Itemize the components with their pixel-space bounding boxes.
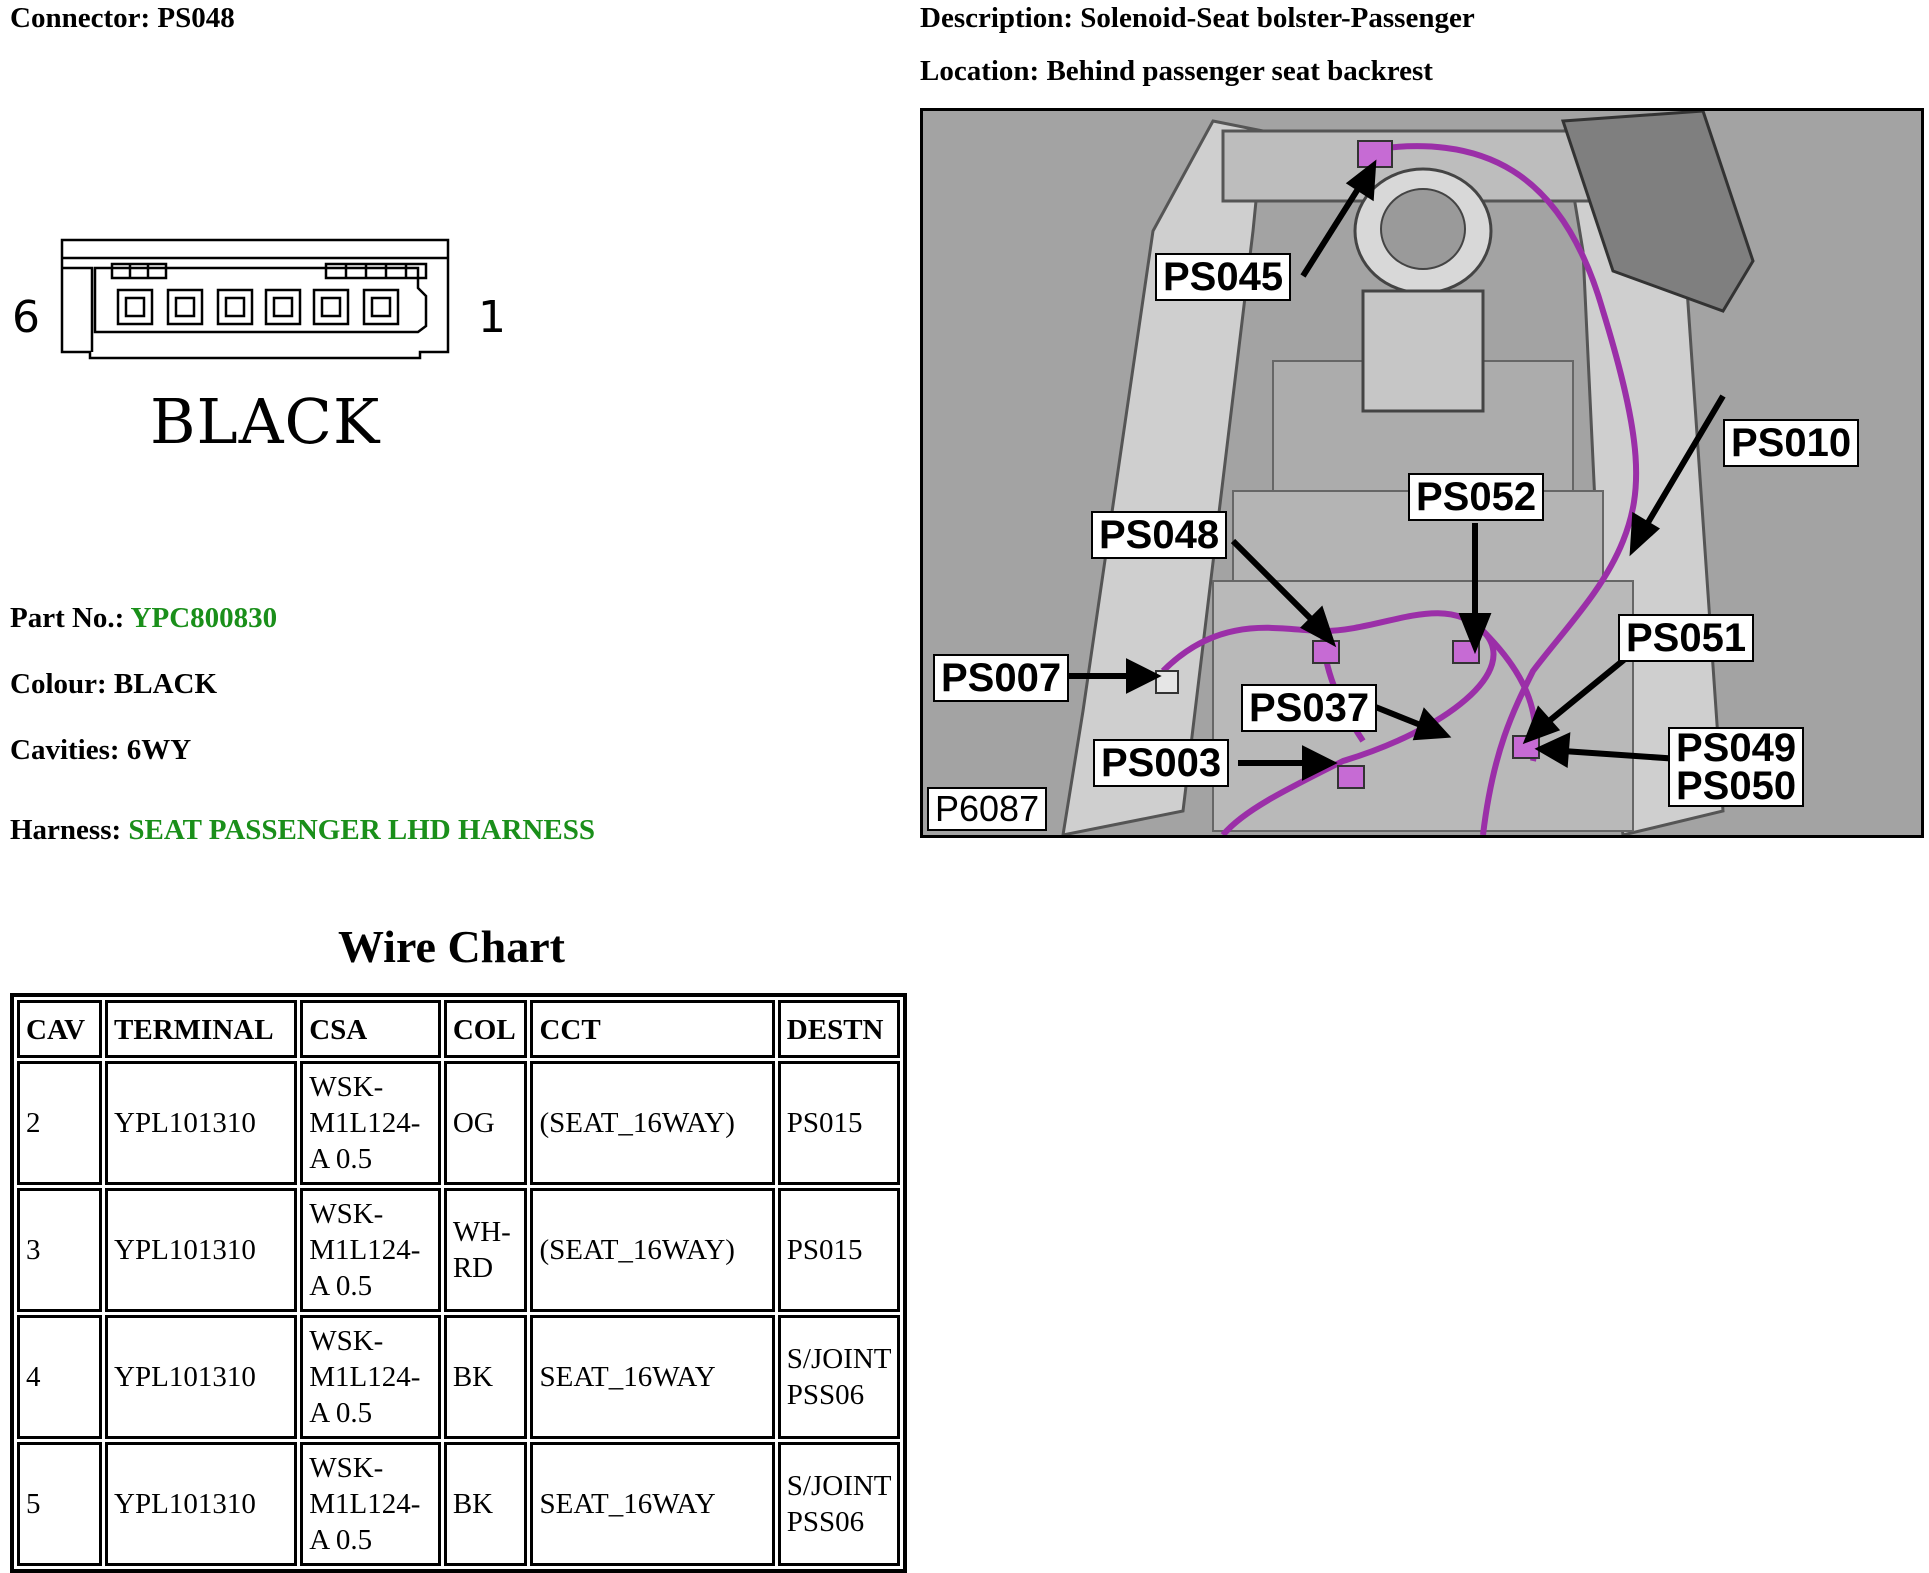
connector-location-photo [920,108,1924,838]
connector-colour-caption: BLACK [150,385,381,458]
cell-cct: (SEAT_16WAY) [530,1061,774,1185]
description-value: Solenoid-Seat bolster-Passenger [1080,2,1475,34]
colour-value: BLACK [113,668,218,700]
cell-cct: SEAT_16WAY [530,1315,774,1439]
location-value: Behind passenger seat backrest [1046,55,1433,87]
cavities-label: Cavities: [10,734,120,766]
connector-value: PS048 [157,2,235,34]
cell-csa: WSK-M1L124-A 0.5 [300,1442,441,1566]
table-row [17,1315,900,1439]
part-no-link[interactable]: YPC800830 [130,602,278,634]
pin-1-label: 1 [478,292,506,343]
colour-label: Colour: [10,668,107,700]
table-row [17,1188,900,1312]
column-header-csa: CSA [300,1000,441,1058]
callout-ps049-ps050 [1668,727,1804,807]
cell-cav: 5 [17,1442,102,1566]
harness-link[interactable]: SEAT PASSENGER LHD HARNESS [128,814,595,846]
cavities-row [10,734,191,767]
callout-ps049: PS049 [1676,726,1797,770]
cell-cct: SEAT_16WAY [530,1442,774,1566]
callout-ps003: PS003 [1093,739,1229,787]
table-row [17,1061,900,1185]
harness-label: Harness: [10,814,122,846]
location-label: Location: [920,55,1040,87]
column-header-col: COL [444,1000,528,1058]
wire-chart-title: Wire Chart [338,921,565,972]
column-header-cav: CAV [17,1000,102,1058]
cell-csa: WSK-M1L124-A 0.5 [300,1188,441,1312]
callout-ps007: PS007 [933,654,1069,702]
description-heading [920,2,1475,35]
location-heading [920,55,1433,88]
cell-terminal: YPL101310 [105,1061,297,1185]
part-no-row [10,602,277,635]
cell-destn: PS015 [778,1061,900,1185]
cell-destn: S/JOINT PSS06 [778,1315,900,1439]
harness-row [10,814,595,847]
cell-terminal: YPL101310 [105,1188,297,1312]
connector-face-drawing [0,220,520,380]
cell-destn: PS015 [778,1188,900,1312]
colour-row [10,668,217,701]
cell-cav: 4 [17,1315,102,1439]
description-label: Description: [920,2,1074,34]
callout-ps051: PS051 [1618,614,1754,662]
callout-ps045: PS045 [1155,253,1291,301]
cell-col: OG [444,1061,528,1185]
cell-cav: 2 [17,1061,102,1185]
cavities-value: 6WY [126,734,192,766]
cell-col: BK [444,1442,528,1566]
connector-heading [10,2,235,35]
callout-ps048: PS048 [1091,511,1227,559]
connector-label: Connector: [10,2,151,34]
callout-ps052: PS052 [1408,473,1544,521]
wire-chart-table [10,993,907,1573]
part-no-label: Part No.: [10,602,125,634]
photo-reference: P6087 [927,787,1047,831]
cell-col: WH-RD [444,1188,528,1312]
table-header-row [17,1000,900,1058]
callout-ps050: PS050 [1676,764,1797,808]
cell-terminal: YPL101310 [105,1442,297,1566]
callout-ps037: PS037 [1241,684,1377,732]
cell-cct: (SEAT_16WAY) [530,1188,774,1312]
cell-col: BK [444,1315,528,1439]
column-header-terminal: TERMINAL [105,1000,297,1058]
column-header-cct: CCT [530,1000,774,1058]
cell-csa: WSK-M1L124-A 0.5 [300,1315,441,1439]
cell-cav: 3 [17,1188,102,1312]
pin-6-label: 6 [12,292,40,343]
table-row [17,1442,900,1566]
cell-terminal: YPL101310 [105,1315,297,1439]
cell-destn: S/JOINT PSS06 [778,1442,900,1566]
column-header-destn: DESTN [778,1000,900,1058]
cell-csa: WSK-M1L124-A 0.5 [300,1061,441,1185]
callout-ps010: PS010 [1723,419,1859,467]
